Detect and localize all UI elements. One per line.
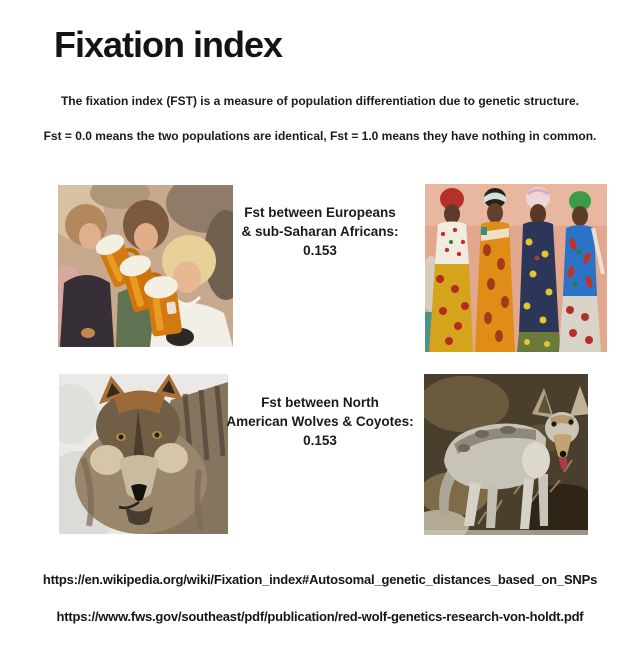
caption-wolves-coyotes <box>216 393 424 450</box>
caption-line-2: American Wolves & Coyotes: <box>226 414 414 429</box>
source-url-wikipedia: https://en.wikipedia.org/wiki/Fixation_index#Autosomal_genetic_distances_based_on_SNPs <box>42 572 598 587</box>
scale-explanation-text: Fst = 0.0 means the two populations are identical, Fst = 1.0 means they have nothing in common. <box>43 129 597 143</box>
sub-saharan-african-women-photo <box>425 184 607 352</box>
european-beer-drinkers-photo <box>58 185 233 347</box>
photo-bottom-strip <box>424 530 588 535</box>
page-title: Fixation index <box>54 24 283 65</box>
fst-value: 0.153 <box>303 243 337 258</box>
caption-line-2: & sub-Saharan Africans: <box>241 224 399 239</box>
fst-value: 0.153 <box>303 433 337 448</box>
coyote-photo <box>424 374 588 535</box>
european-beer-drinkers-illustration <box>58 185 233 347</box>
source-url-fws: https://www.fws.gov/southeast/pdf/publication/red-wolf-genetics-research-von-holdt.pdf <box>56 609 584 624</box>
african-women-illustration <box>425 184 607 352</box>
caption-line-1: Fst between Europeans <box>244 205 396 220</box>
wolf-illustration <box>59 374 228 534</box>
north-american-wolf-photo <box>59 374 228 534</box>
caption-europeans-africans <box>216 203 424 260</box>
caption-line-1: Fst between North <box>261 395 379 410</box>
definition-text: The fixation index (FST) is a measure of population differentiation due to genetic structure. <box>60 94 580 108</box>
coyote-illustration <box>424 374 588 535</box>
